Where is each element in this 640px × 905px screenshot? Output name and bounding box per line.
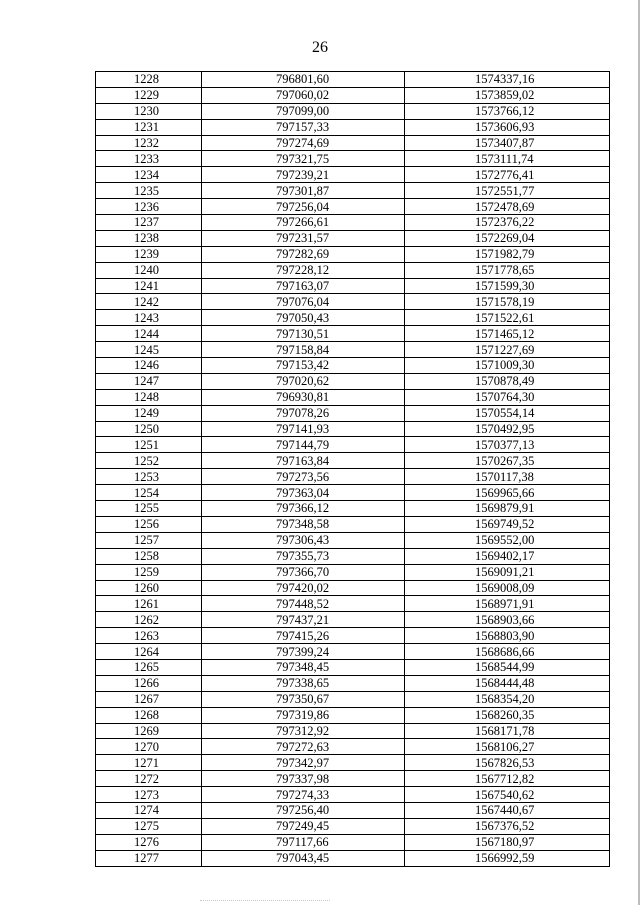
x-coordinate-cell: 797363,04	[202, 485, 405, 501]
y-coordinate-cell: 1569749,52	[405, 516, 610, 532]
x-coordinate-cell: 797163,07	[202, 278, 405, 294]
point-number-cell: 1254	[96, 485, 202, 501]
table-row	[96, 262, 610, 278]
point-number-cell: 1276	[96, 834, 202, 850]
table-row	[96, 72, 610, 88]
table-row	[96, 453, 610, 469]
y-coordinate-cell: 1571227,69	[405, 342, 610, 358]
point-number-cell: 1232	[96, 135, 202, 151]
table-row	[96, 707, 610, 723]
x-coordinate-cell: 797228,12	[202, 262, 405, 278]
point-number-cell: 1236	[96, 199, 202, 215]
x-coordinate-cell: 797266,61	[202, 215, 405, 231]
y-coordinate-cell: 1570377,13	[405, 437, 610, 453]
point-number-cell: 1231	[96, 119, 202, 135]
x-coordinate-cell: 797321,75	[202, 151, 405, 167]
y-coordinate-cell: 1571599,30	[405, 278, 610, 294]
x-coordinate-cell: 797153,42	[202, 358, 405, 374]
x-coordinate-cell: 797274,33	[202, 787, 405, 803]
point-number-cell: 1269	[96, 723, 202, 739]
point-number-cell: 1229	[96, 87, 202, 103]
point-number-cell: 1238	[96, 230, 202, 246]
point-number-cell: 1249	[96, 405, 202, 421]
table-row	[96, 405, 610, 421]
point-number-cell: 1271	[96, 755, 202, 771]
table-row	[96, 103, 610, 119]
point-number-cell: 1266	[96, 675, 202, 691]
y-coordinate-cell: 1570878,49	[405, 373, 610, 389]
x-coordinate-cell: 797337,98	[202, 771, 405, 787]
y-coordinate-cell: 1571578,19	[405, 294, 610, 310]
x-coordinate-cell: 797306,43	[202, 532, 405, 548]
table-row	[96, 437, 610, 453]
point-number-cell: 1255	[96, 501, 202, 517]
table-row	[96, 596, 610, 612]
x-coordinate-cell: 796930,81	[202, 389, 405, 405]
y-coordinate-cell: 1568444,48	[405, 675, 610, 691]
x-coordinate-cell: 797355,73	[202, 548, 405, 564]
point-number-cell: 1252	[96, 453, 202, 469]
y-coordinate-cell: 1567440,67	[405, 802, 610, 818]
point-number-cell: 1262	[96, 612, 202, 628]
point-number-cell: 1277	[96, 850, 202, 866]
point-number-cell: 1240	[96, 262, 202, 278]
point-number-cell: 1264	[96, 644, 202, 660]
point-number-cell: 1233	[96, 151, 202, 167]
table-row	[96, 850, 610, 866]
x-coordinate-cell: 797130,51	[202, 326, 405, 342]
point-number-cell: 1270	[96, 739, 202, 755]
table-row	[96, 580, 610, 596]
x-coordinate-cell: 797043,45	[202, 850, 405, 866]
y-coordinate-cell: 1571982,79	[405, 246, 610, 262]
table-row	[96, 119, 610, 135]
table-row	[96, 628, 610, 644]
y-coordinate-cell: 1569879,91	[405, 501, 610, 517]
x-coordinate-cell: 797076,04	[202, 294, 405, 310]
y-coordinate-cell: 1571009,30	[405, 358, 610, 374]
scan-mark	[200, 900, 330, 901]
table-row	[96, 310, 610, 326]
y-coordinate-cell: 1573606,93	[405, 119, 610, 135]
point-number-cell: 1250	[96, 421, 202, 437]
table-row	[96, 326, 610, 342]
y-coordinate-cell: 1568544,99	[405, 659, 610, 675]
point-number-cell: 1247	[96, 373, 202, 389]
table-row	[96, 802, 610, 818]
x-coordinate-cell: 797350,67	[202, 691, 405, 707]
x-coordinate-cell: 797249,45	[202, 818, 405, 834]
y-coordinate-cell: 1569552,00	[405, 532, 610, 548]
y-coordinate-cell: 1573407,87	[405, 135, 610, 151]
y-coordinate-cell: 1568971,91	[405, 596, 610, 612]
table-row	[96, 167, 610, 183]
table-row	[96, 739, 610, 755]
point-number-cell: 1248	[96, 389, 202, 405]
table-row	[96, 644, 610, 660]
x-coordinate-cell: 797448,52	[202, 596, 405, 612]
x-coordinate-cell: 797163,84	[202, 453, 405, 469]
point-number-cell: 1265	[96, 659, 202, 675]
x-coordinate-cell: 797301,87	[202, 183, 405, 199]
x-coordinate-cell: 796801,60	[202, 72, 405, 88]
page-number: 26	[312, 39, 328, 56]
table-row	[96, 787, 610, 803]
point-number-cell: 1258	[96, 548, 202, 564]
table-row	[96, 246, 610, 262]
table-row	[96, 278, 610, 294]
x-coordinate-cell: 797256,04	[202, 199, 405, 215]
x-coordinate-cell: 797273,56	[202, 469, 405, 485]
y-coordinate-cell: 1567712,82	[405, 771, 610, 787]
point-number-cell: 1267	[96, 691, 202, 707]
table-row	[96, 501, 610, 517]
y-coordinate-cell: 1568686,66	[405, 644, 610, 660]
y-coordinate-cell: 1570764,30	[405, 389, 610, 405]
table-row	[96, 358, 610, 374]
point-number-cell: 1273	[96, 787, 202, 803]
point-number-cell: 1244	[96, 326, 202, 342]
point-number-cell: 1245	[96, 342, 202, 358]
table-row	[96, 373, 610, 389]
y-coordinate-cell: 1568106,27	[405, 739, 610, 755]
point-number-cell: 1257	[96, 532, 202, 548]
point-number-cell: 1234	[96, 167, 202, 183]
table-row	[96, 469, 610, 485]
point-number-cell: 1275	[96, 818, 202, 834]
x-coordinate-cell: 797312,92	[202, 723, 405, 739]
point-number-cell: 1272	[96, 771, 202, 787]
table-row	[96, 532, 610, 548]
table-row	[96, 834, 610, 850]
table-row	[96, 516, 610, 532]
x-coordinate-cell: 797050,43	[202, 310, 405, 326]
point-number-cell: 1251	[96, 437, 202, 453]
table-row	[96, 675, 610, 691]
x-coordinate-cell: 797366,70	[202, 564, 405, 580]
table-row	[96, 87, 610, 103]
point-number-cell: 1274	[96, 802, 202, 818]
x-coordinate-cell: 797348,58	[202, 516, 405, 532]
point-number-cell: 1256	[96, 516, 202, 532]
point-number-cell: 1243	[96, 310, 202, 326]
y-coordinate-cell: 1571465,12	[405, 326, 610, 342]
table-row	[96, 342, 610, 358]
x-coordinate-cell: 797415,26	[202, 628, 405, 644]
y-coordinate-cell: 1570492,95	[405, 421, 610, 437]
y-coordinate-cell: 1571522,61	[405, 310, 610, 326]
x-coordinate-cell: 797231,57	[202, 230, 405, 246]
y-coordinate-cell: 1574337,16	[405, 72, 610, 88]
coordinates-table-body	[96, 72, 610, 867]
table-row	[96, 215, 610, 231]
table-row	[96, 135, 610, 151]
y-coordinate-cell: 1569965,66	[405, 485, 610, 501]
point-number-cell: 1242	[96, 294, 202, 310]
coordinates-table	[95, 71, 610, 867]
y-coordinate-cell: 1567180,97	[405, 834, 610, 850]
point-number-cell: 1230	[96, 103, 202, 119]
y-coordinate-cell: 1569008,09	[405, 580, 610, 596]
x-coordinate-cell: 797272,63	[202, 739, 405, 755]
x-coordinate-cell: 797399,24	[202, 644, 405, 660]
point-number-cell: 1241	[96, 278, 202, 294]
x-coordinate-cell: 797437,21	[202, 612, 405, 628]
x-coordinate-cell: 797099,00	[202, 103, 405, 119]
point-number-cell: 1239	[96, 246, 202, 262]
point-number-cell: 1268	[96, 707, 202, 723]
x-coordinate-cell: 797319,86	[202, 707, 405, 723]
table-row	[96, 548, 610, 564]
table-row	[96, 294, 610, 310]
table-row	[96, 421, 610, 437]
table-row	[96, 564, 610, 580]
y-coordinate-cell: 1567540,62	[405, 787, 610, 803]
point-number-cell: 1246	[96, 358, 202, 374]
y-coordinate-cell: 1566992,59	[405, 850, 610, 866]
x-coordinate-cell: 797141,93	[202, 421, 405, 437]
y-coordinate-cell: 1573859,02	[405, 87, 610, 103]
x-coordinate-cell: 797282,69	[202, 246, 405, 262]
x-coordinate-cell: 797158,84	[202, 342, 405, 358]
x-coordinate-cell: 797366,12	[202, 501, 405, 517]
y-coordinate-cell: 1572478,69	[405, 199, 610, 215]
table-row	[96, 818, 610, 834]
y-coordinate-cell: 1568903,66	[405, 612, 610, 628]
x-coordinate-cell: 797348,45	[202, 659, 405, 675]
x-coordinate-cell: 797117,66	[202, 834, 405, 850]
y-coordinate-cell: 1568171,78	[405, 723, 610, 739]
table-row	[96, 755, 610, 771]
table-row	[96, 230, 610, 246]
point-number-cell: 1260	[96, 580, 202, 596]
x-coordinate-cell: 797338,65	[202, 675, 405, 691]
point-number-cell: 1228	[96, 72, 202, 88]
table-row	[96, 389, 610, 405]
x-coordinate-cell: 797274,69	[202, 135, 405, 151]
point-number-cell: 1259	[96, 564, 202, 580]
y-coordinate-cell: 1568260,35	[405, 707, 610, 723]
x-coordinate-cell: 797420,02	[202, 580, 405, 596]
point-number-cell: 1261	[96, 596, 202, 612]
table-row	[96, 183, 610, 199]
x-coordinate-cell: 797078,26	[202, 405, 405, 421]
table-row	[96, 199, 610, 215]
y-coordinate-cell: 1573111,74	[405, 151, 610, 167]
table-row	[96, 151, 610, 167]
x-coordinate-cell: 797239,21	[202, 167, 405, 183]
point-number-cell: 1253	[96, 469, 202, 485]
point-number-cell: 1263	[96, 628, 202, 644]
x-coordinate-cell: 797060,02	[202, 87, 405, 103]
y-coordinate-cell: 1572776,41	[405, 167, 610, 183]
y-coordinate-cell: 1571778,65	[405, 262, 610, 278]
y-coordinate-cell: 1573766,12	[405, 103, 610, 119]
table-row	[96, 771, 610, 787]
table-row	[96, 659, 610, 675]
y-coordinate-cell: 1569091,21	[405, 564, 610, 580]
y-coordinate-cell: 1568354,20	[405, 691, 610, 707]
y-coordinate-cell: 1570554,14	[405, 405, 610, 421]
y-coordinate-cell: 1567376,52	[405, 818, 610, 834]
point-number-cell: 1235	[96, 183, 202, 199]
table-row	[96, 691, 610, 707]
x-coordinate-cell: 797020,62	[202, 373, 405, 389]
y-coordinate-cell: 1569402,17	[405, 548, 610, 564]
table-row	[96, 612, 610, 628]
y-coordinate-cell: 1572551,77	[405, 183, 610, 199]
y-coordinate-cell: 1570117,38	[405, 469, 610, 485]
y-coordinate-cell: 1567826,53	[405, 755, 610, 771]
point-number-cell: 1237	[96, 215, 202, 231]
table-row	[96, 723, 610, 739]
x-coordinate-cell: 797157,33	[202, 119, 405, 135]
x-coordinate-cell: 797144,79	[202, 437, 405, 453]
x-coordinate-cell: 797342,97	[202, 755, 405, 771]
y-coordinate-cell: 1572376,22	[405, 215, 610, 231]
y-coordinate-cell: 1568803,90	[405, 628, 610, 644]
x-coordinate-cell: 797256,40	[202, 802, 405, 818]
y-coordinate-cell: 1572269,04	[405, 230, 610, 246]
y-coordinate-cell: 1570267,35	[405, 453, 610, 469]
table-row	[96, 485, 610, 501]
